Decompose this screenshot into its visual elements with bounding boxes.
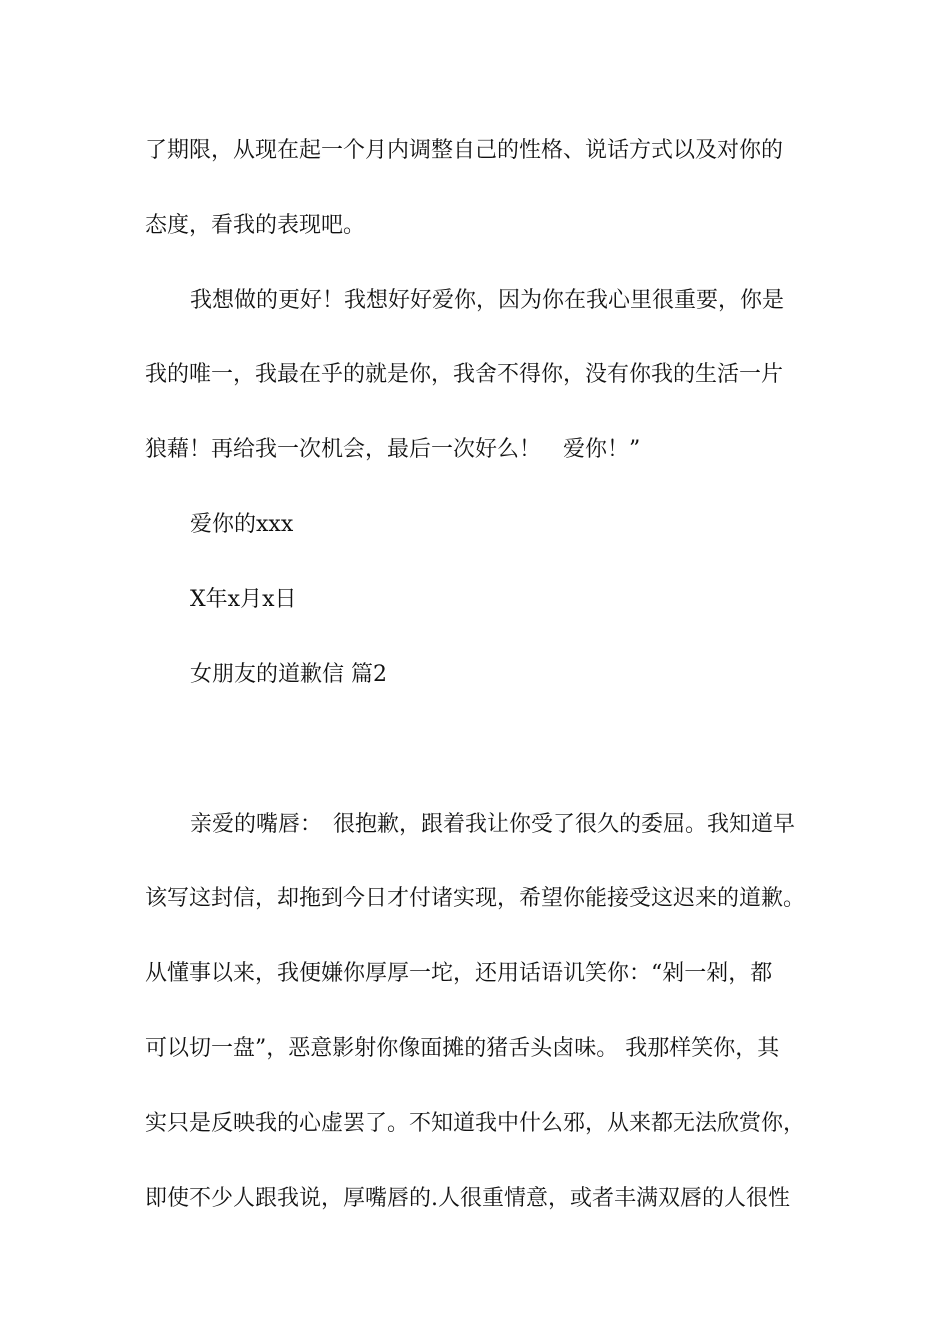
- date-line: X年x月x日: [190, 587, 297, 612]
- text-line: 该写这封信，却拖到今日才付诸实现，希望你能接受这迟来的道歉。: [145, 886, 806, 911]
- text-line: 亲爱的嘴唇： 很抱歉，跟着我让你受了很久的委屈。我知道早: [190, 812, 796, 837]
- signature-line: 爱你的xxx: [190, 512, 294, 537]
- section-heading: 女朋友的道歉信 篇2: [190, 662, 387, 687]
- text-line: 狼藉！再给我一次机会，最后一次好么！ 爱你！”: [145, 437, 641, 462]
- text-line: 我想做的更好！我想好好爱你，因为你在我心里很重要，你是: [190, 288, 785, 313]
- text-line: 实只是反映我的心虚罢了。不知道我中什么邪，从来都无法欣赏你，: [145, 1111, 806, 1136]
- text-line: 我的唯一，我最在乎的就是你，我舍不得你，没有你我的生活一片: [145, 362, 784, 387]
- text-line: 了期限，从现在起一个月内调整自己的性格、说话方式以及对你的: [145, 138, 784, 163]
- text-line: 即使不少人跟我说，厚嘴唇的.人很重情意，或者丰满双唇的人很性: [145, 1186, 790, 1211]
- text-line: 从懂事以来，我便嫌你厚厚一坨，还用话语讥笑你：“剁一剁，都: [145, 961, 773, 986]
- text-line: 可以切一盘”，恶意影射你像面摊的猪舌头卤味。 我那样笑你，其: [145, 1036, 780, 1061]
- text-line: 态度，看我的表现吧。: [145, 213, 366, 238]
